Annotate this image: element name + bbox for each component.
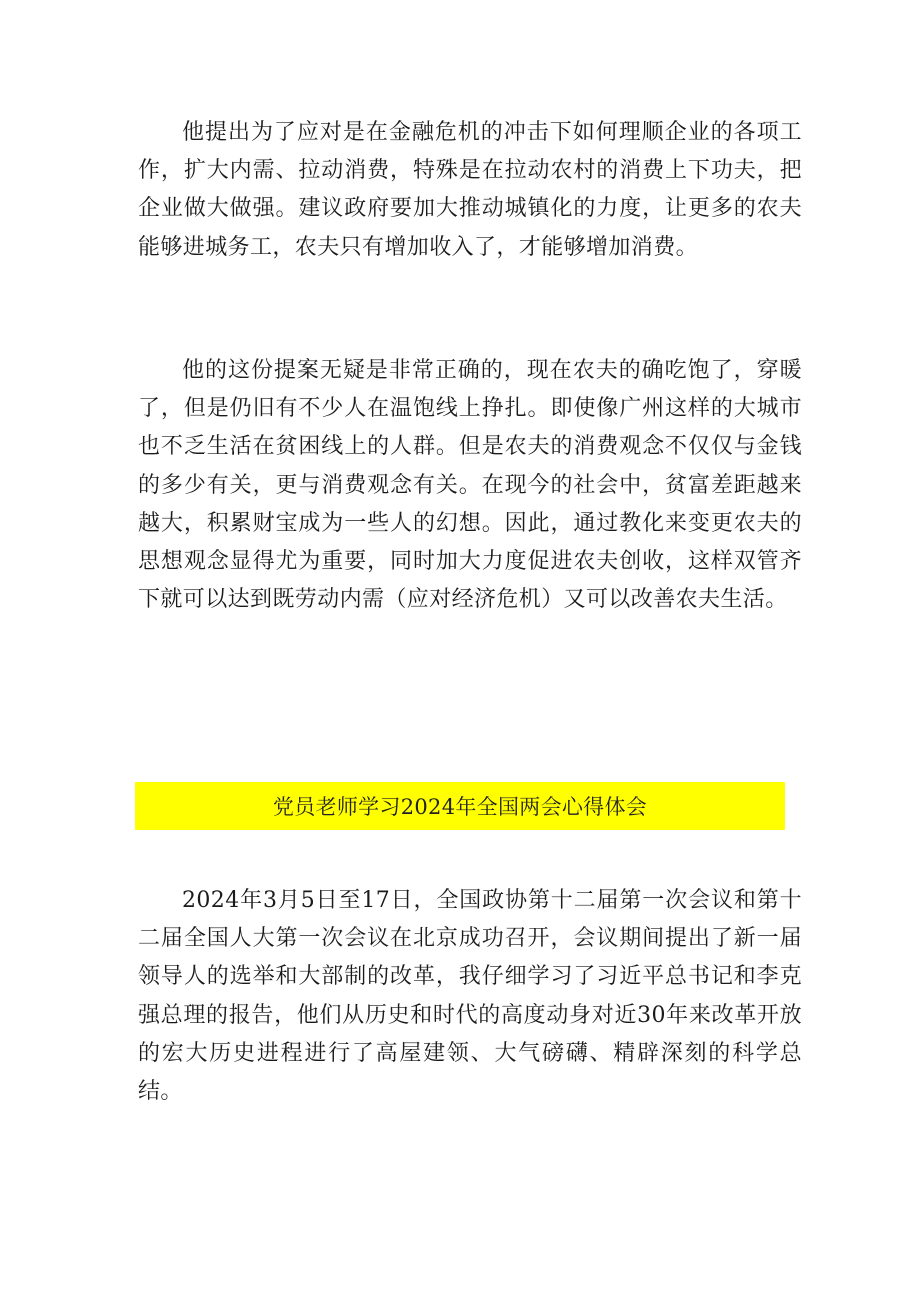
body-paragraph: 他的这份提案无疑是非常正确的，现在农夫的确吃饱了，穿暖了，但是仍旧有不少人在温饱线上挣扎。即使像广州这样的大城市也不乏生活在贫困线上的人群。但是农夫的消费观念不仅仅与金钱的多少有关，更与消费观念有关。在现今的社会中，贫富差距越来越大，积累财宝成为一些人的幻想。因此，通过教化来变更农夫的思想观念显得尤为重要，同时加大力度促进农夫创收，这样双管齐下就可以达到既劳动内需（应对经济危机）又可以改善农夫生活。 bbox=[138, 358, 802, 613]
body-paragraph: 2024年3月5日至17日，全国政协第十二届第一次会议和第十二届全国人大第一次会议在北京成功召开，会议期间提出了新一届领导人的选举和大部制的改革，我仔细学习了习近平总书记和李克强总理的报告，他们从历史和时代的高度动身对近30年来改革开放的宏大历史进程进行了高屋建领、大气磅礴、精辟深刻的科学总结。 bbox=[138, 888, 802, 1105]
section-title: 党员老师学习2024年全国两会心得体会 bbox=[272, 795, 648, 819]
section-title-banner bbox=[135, 782, 785, 830]
body-paragraph: 他提出为了应对是在金融危机的冲击下如何理顺企业的各项工作，扩大内需、拉动消费，特殊是在拉动农村的消费上下功夫，把企业做大做强。建议政府要加大推动城镇化的力度，让更多的农夫能够进城务工，农夫只有增加收入了，才能够增加消费。 bbox=[138, 120, 802, 260]
